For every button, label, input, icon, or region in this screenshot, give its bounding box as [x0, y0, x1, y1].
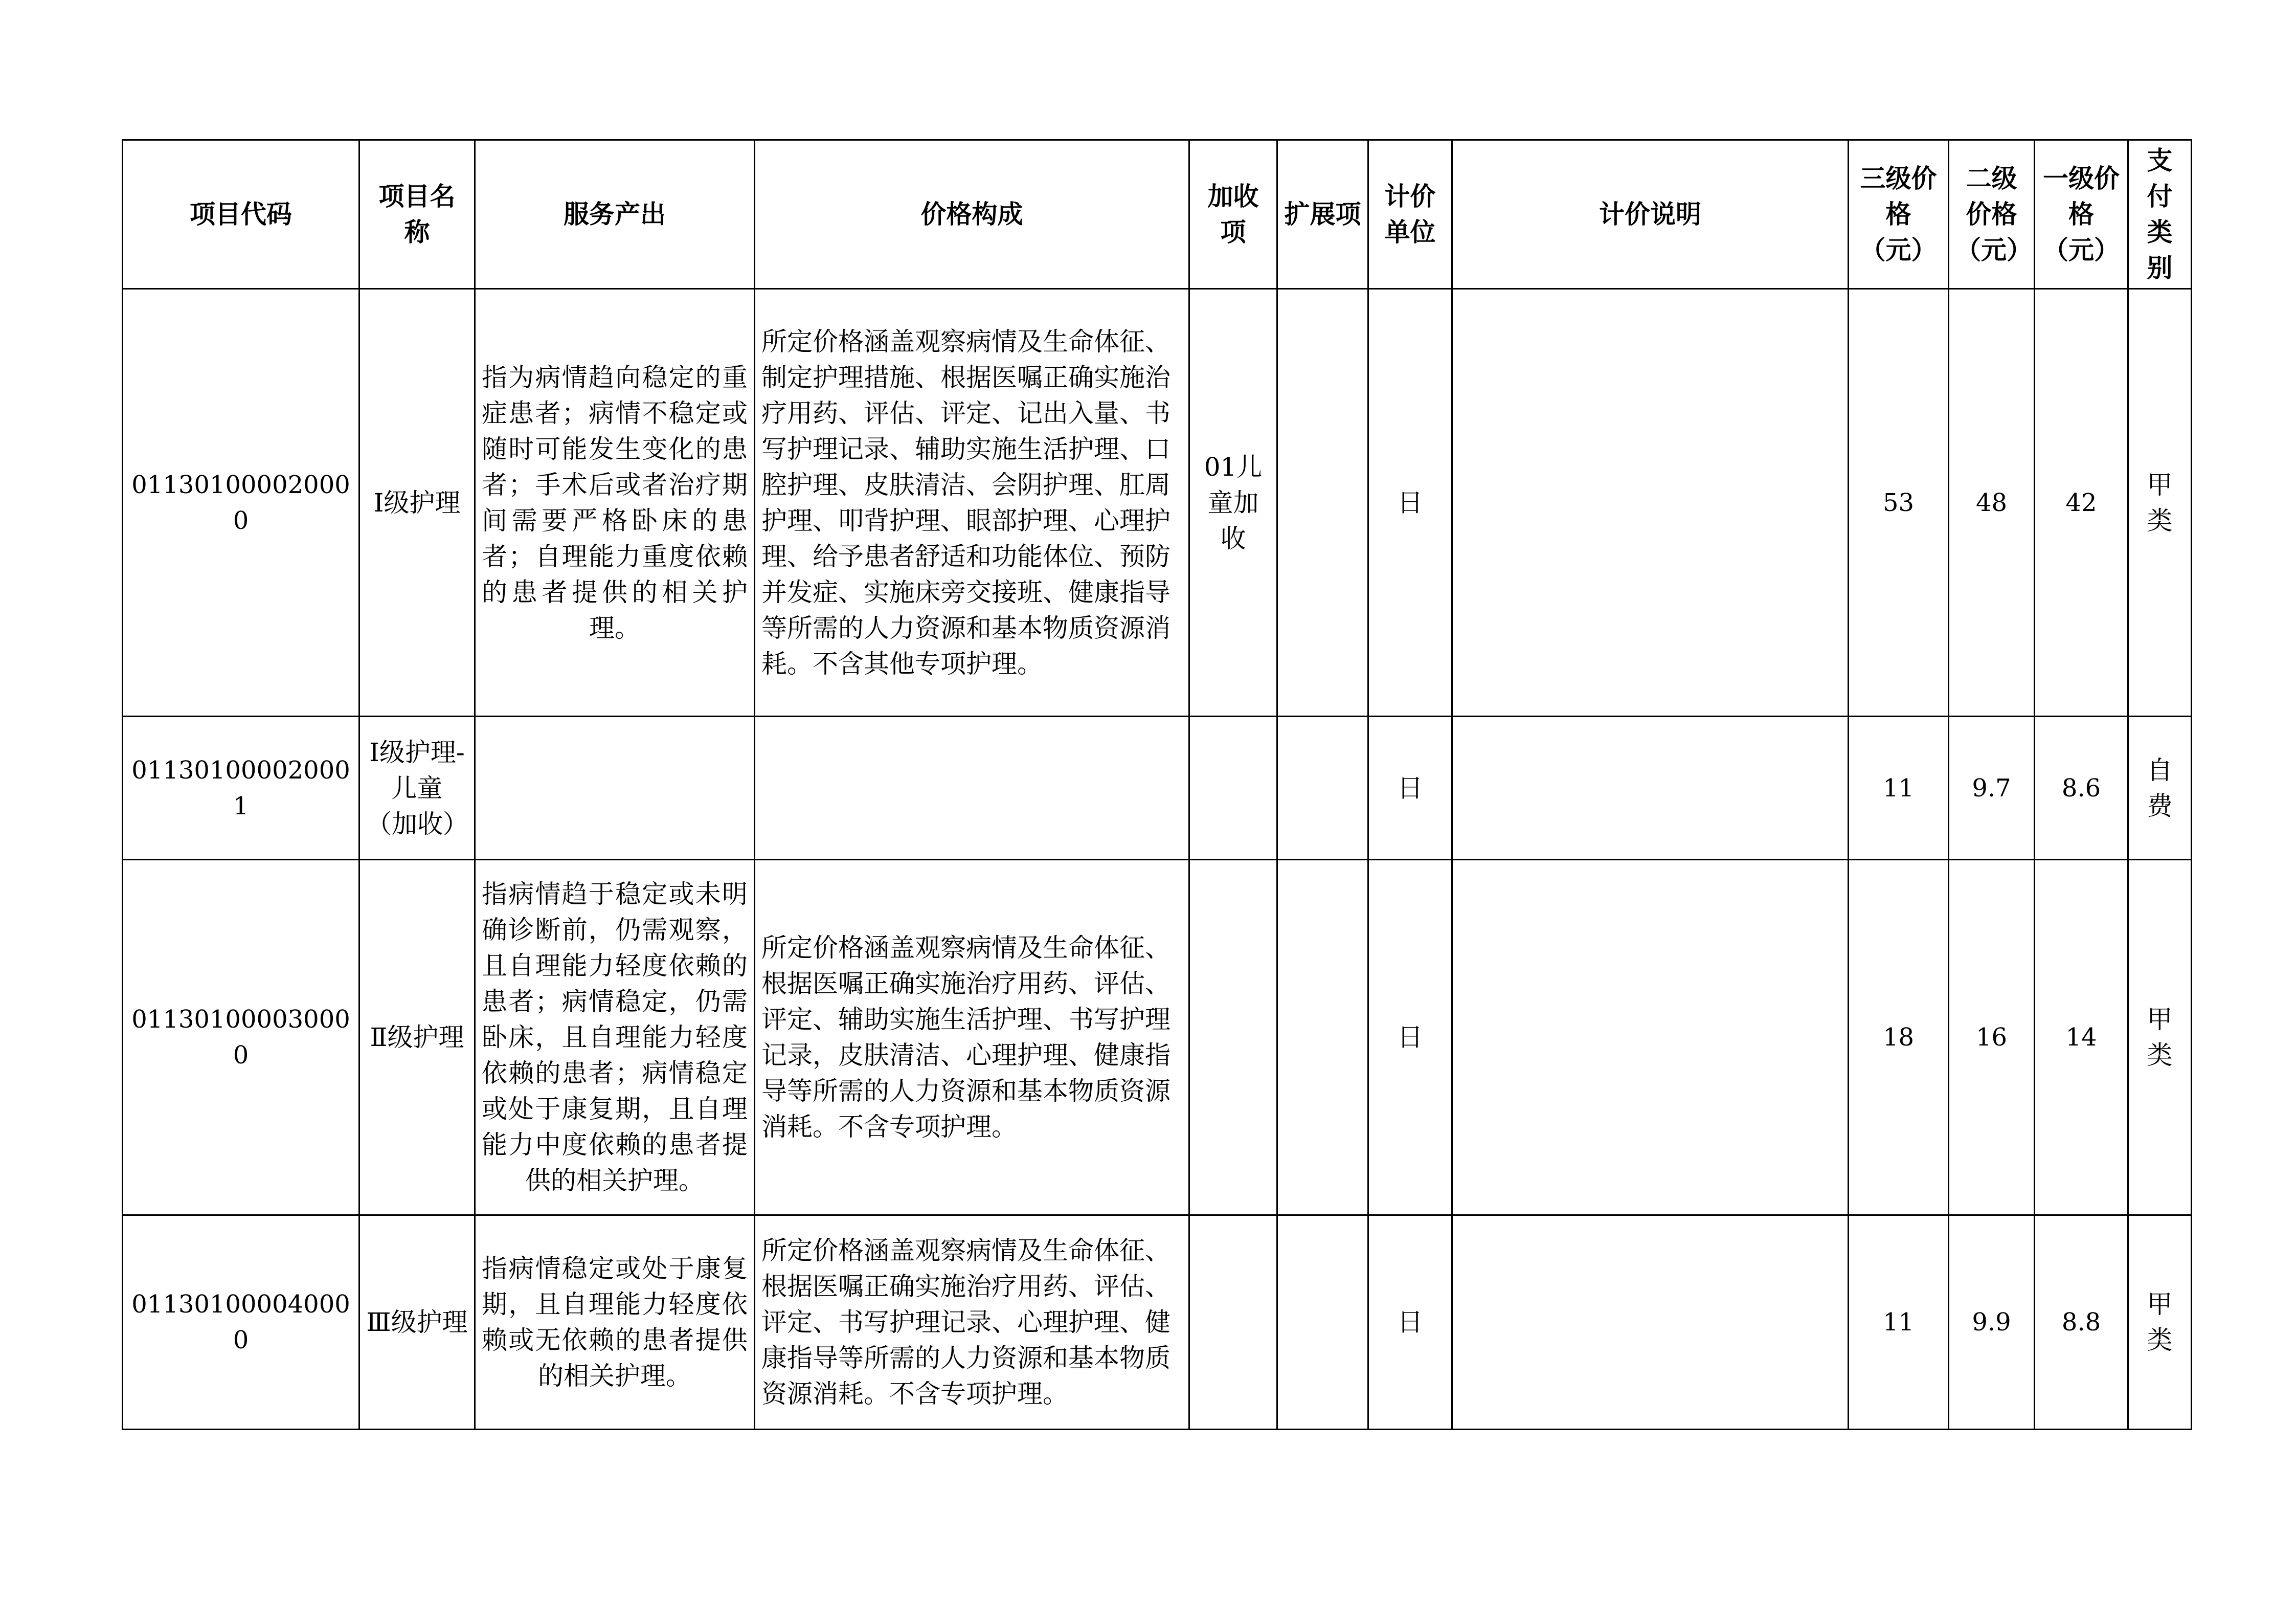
cell-price-level1: 8.6 [2035, 717, 2128, 860]
header-code: 项目代码 [123, 140, 359, 289]
cell-note [1452, 289, 1849, 717]
table-row [123, 289, 2192, 717]
cell-composition: 所定价格涵盖观察病情及生命体征、制定护理措施、根据医嘱正确实施治疗用药、评估、评定、记出入量、书写护理记录、辅助实施生活护理、口腔护理、皮肤清洁、会阴护理、肛周护理、叩背护理、眼部护理、心理护理、给予患者舒适和功能体位、预防并发症、实施床旁交接班、健康指导等所需的人力资源和基本物质资源消耗。不含其他专项护理。 [755, 289, 1189, 717]
table-header-row [123, 140, 2192, 289]
cell-extension [1277, 289, 1368, 717]
cell-composition: 所定价格涵盖观察病情及生命体征、根据医嘱正确实施治疗用药、评估、评定、书写护理记录、心理护理、健康指导等所需的人力资源和基本物质资源消耗。不含专项护理。 [755, 1215, 1189, 1430]
header-surcharge: 加收项 [1189, 140, 1277, 289]
header-price-level3: 三级价格（元） [1849, 140, 1949, 289]
cell-name: Ⅲ级护理 [359, 1215, 475, 1430]
cell-extension [1277, 1215, 1368, 1430]
cell-name: Ⅰ级护理-儿童（加收） [359, 717, 475, 860]
cell-surcharge: 01儿童加收 [1189, 289, 1277, 717]
price-table [122, 139, 2192, 1430]
cell-price-level3: 53 [1849, 289, 1949, 717]
cell-note [1452, 1215, 1849, 1430]
header-name: 项目名称 [359, 140, 475, 289]
cell-unit: 日 [1368, 1215, 1452, 1430]
cell-price-level3: 11 [1849, 1215, 1949, 1430]
cell-composition [755, 717, 1189, 860]
cell-payment: 甲类 [2128, 860, 2192, 1215]
header-note: 计价说明 [1452, 140, 1849, 289]
header-price-level1: 一级价格（元） [2035, 140, 2128, 289]
table-row [123, 1215, 2192, 1430]
table-row [123, 860, 2192, 1215]
cell-price-level1: 42 [2035, 289, 2128, 717]
cell-extension [1277, 860, 1368, 1215]
cell-surcharge [1189, 717, 1277, 860]
cell-note [1452, 717, 1849, 860]
cell-surcharge [1189, 860, 1277, 1215]
cell-price-level2: 9.7 [1949, 717, 2035, 860]
cell-price-level2: 16 [1949, 860, 2035, 1215]
cell-code: 011301000020000 [123, 289, 359, 717]
cell-payment: 甲类 [2128, 1215, 2192, 1430]
table-row [123, 717, 2192, 860]
cell-price-level2: 48 [1949, 289, 2035, 717]
cell-unit: 日 [1368, 289, 1452, 717]
header-composition: 价格构成 [755, 140, 1189, 289]
cell-code: 011301000040000 [123, 1215, 359, 1430]
cell-unit: 日 [1368, 860, 1452, 1215]
cell-extension [1277, 717, 1368, 860]
cell-surcharge [1189, 1215, 1277, 1430]
cell-code: 011301000020001 [123, 717, 359, 860]
cell-note [1452, 860, 1849, 1215]
cell-price-level1: 8.8 [2035, 1215, 2128, 1430]
cell-price-level3: 11 [1849, 717, 1949, 860]
header-extension: 扩展项 [1277, 140, 1368, 289]
cell-payment: 自费 [2128, 717, 2192, 860]
header-unit: 计价单位 [1368, 140, 1452, 289]
cell-output: 指病情趋于稳定或未明确诊断前，仍需观察，且自理能力轻度依赖的患者；病情稳定，仍需卧床，且自理能力轻度依赖的患者；病情稳定或处于康复期，且自理能力中度依赖的患者提供的相关护理。 [475, 860, 755, 1215]
cell-price-level2: 9.9 [1949, 1215, 2035, 1430]
cell-output: 指病情稳定或处于康复期，且自理能力轻度依赖或无依赖的患者提供的相关护理。 [475, 1215, 755, 1430]
cell-name: Ⅰ级护理 [359, 289, 475, 717]
cell-payment: 甲类 [2128, 289, 2192, 717]
cell-unit: 日 [1368, 717, 1452, 860]
cell-name: Ⅱ级护理 [359, 860, 475, 1215]
cell-composition: 所定价格涵盖观察病情及生命体征、根据医嘱正确实施治疗用药、评估、评定、辅助实施生活护理、书写护理记录，皮肤清洁、心理护理、健康指导等所需的人力资源和基本物质资源消耗。不含专项护理。 [755, 860, 1189, 1215]
header-output: 服务产出 [475, 140, 755, 289]
cell-price-level1: 14 [2035, 860, 2128, 1215]
header-price-level2: 二级价格（元） [1949, 140, 2035, 289]
header-payment: 支付类别 [2128, 140, 2192, 289]
cell-output [475, 717, 755, 860]
cell-output: 指为病情趋向稳定的重症患者；病情不稳定或随时可能发生变化的患者；手术后或者治疗期间需要严格卧床的患者；自理能力重度依赖的患者提供的相关护理。 [475, 289, 755, 717]
cell-price-level3: 18 [1849, 860, 1949, 1215]
cell-code: 011301000030000 [123, 860, 359, 1215]
